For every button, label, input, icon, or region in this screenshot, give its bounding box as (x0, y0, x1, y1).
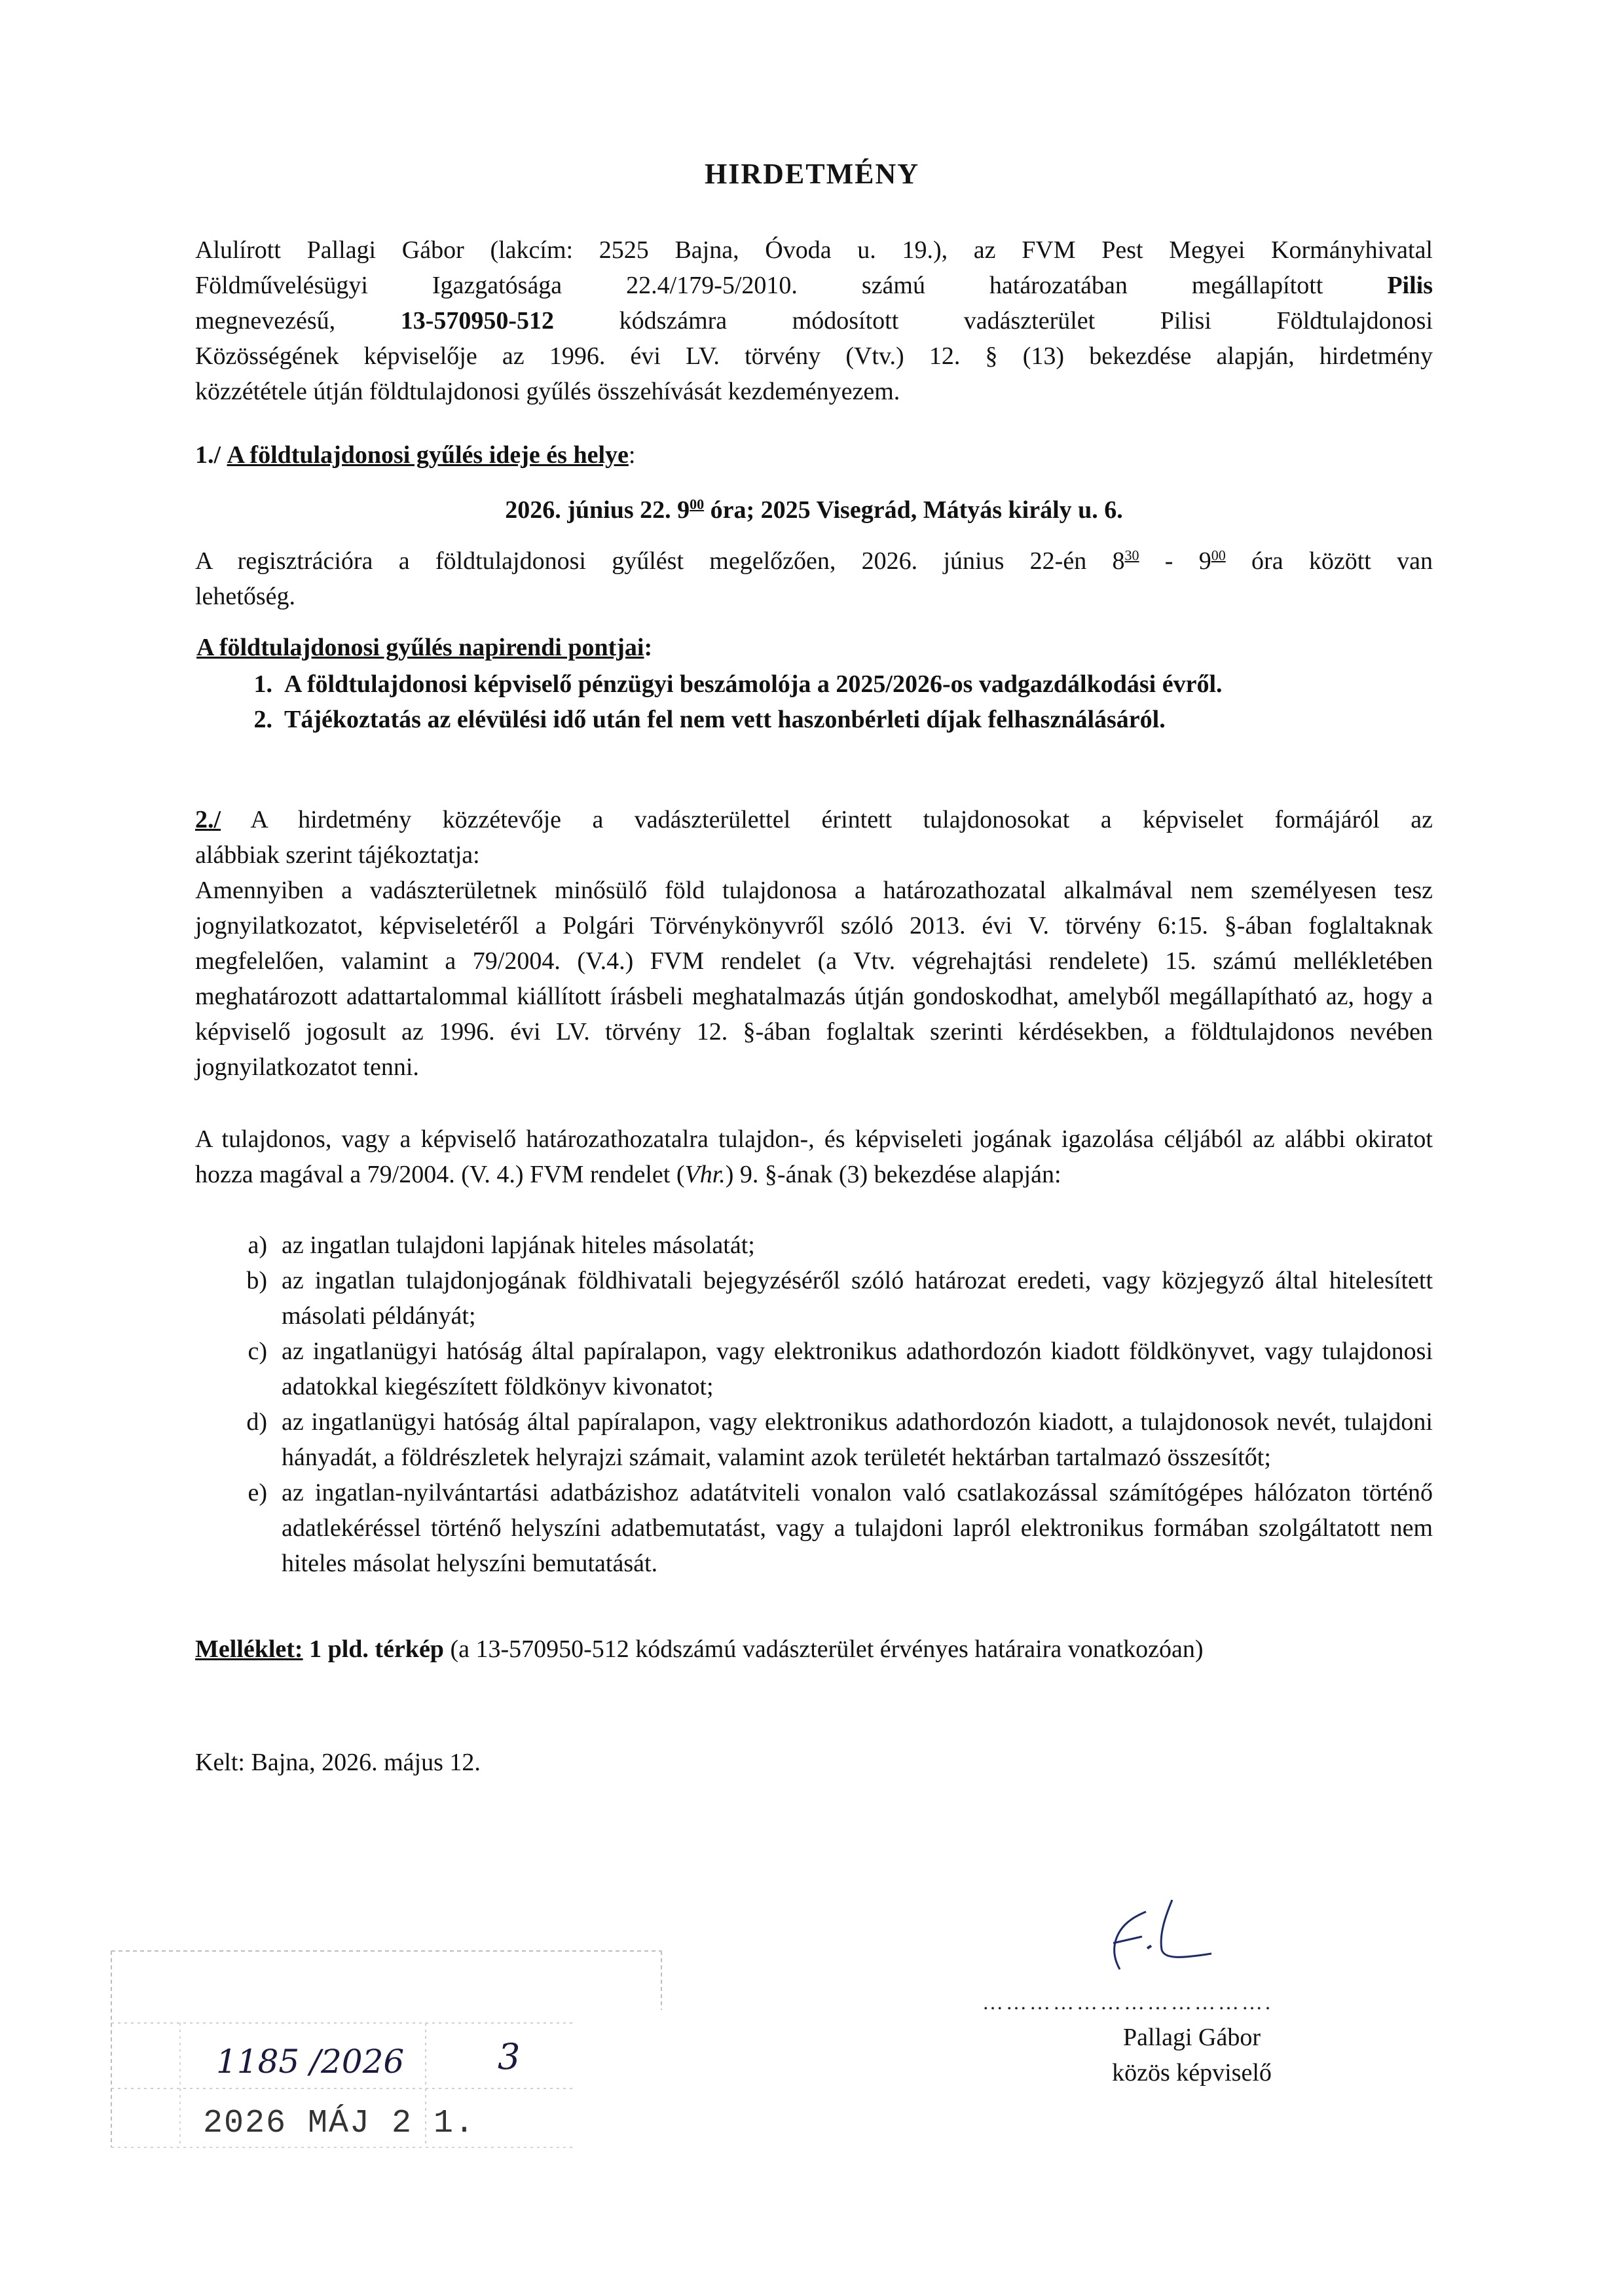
document-item-label: b) (246, 1267, 267, 1294)
agenda-item-number: 2. (253, 706, 272, 733)
intro-paragraph (195, 232, 1433, 409)
intro-line: megnevezésű, 13-570950-512 kódszámra módosított vadászterület Pilisi Földtulajdonosi (195, 307, 1433, 335)
agenda-item (195, 702, 1433, 737)
section2-intro (195, 802, 1433, 873)
document-item-text: az ingatlan tulajdonjogának földhivatali bejegyzéséről szóló határozat eredeti, vagy közjegyző által hitelesített másolati példányát; (282, 1267, 1433, 1330)
agenda-item-number: 1. (253, 670, 272, 698)
meeting-datetime-place: 2026. június 22. $9^{00}$ óra; 2025 Visegrád, Mátyás király u. 6. (505, 496, 1123, 524)
registration-line: lehetőség. (195, 583, 296, 610)
representation-paragraph: Amennyiben a vadászterületnek minősülő föld tulajdonosa a határozathozatal alkalmával nem személyesen tesz jognyilatkozatot, képviseletéről a Polgári Törvénykönyvről szóló 2013. évi V. törvény 6:15. §-ában foglaltaknak megfelelően, valamint a 79/2004. (V.4.) FVM rendelet (a Vtv. végrehajtási rendelete) 15. számú mellékletében meghatározott adattartalommal kiállított írásbeli meghatalmazás útján gondoskodhat, amelyből megállapítható az, hogy a képviselő jogosult az 1996. évi LV. törvény 12. §-ában foglaltak szerinti kérdésekben, a földtulajdonos nevében jognyilatkozatot tenni. (195, 877, 1433, 1081)
dated-line: Kelt: Bajna, 2026. május 12. (195, 1749, 481, 1776)
intro-line: Alulírott Pallagi Gábor (lakcím: 2525 Bajna, Óvoda u. 19.), az FVM Pest Megyei Kormányhivatal (195, 236, 1433, 264)
signature-line: ………………………………. (982, 1990, 1273, 2014)
document-title: HIRDETMÉNY (704, 158, 920, 190)
agenda-list (195, 666, 1433, 737)
stamp-registration-number: 1185 /2026 (216, 2043, 405, 2081)
section2-line: alábbiak szerint tájékoztatja: (195, 841, 480, 869)
document-item (195, 1228, 1433, 1263)
section1-heading: 1./ A földtulajdonosi gyűlés ideje és helye: (195, 441, 636, 469)
registration-line: A regisztrációra a földtulajdonosi gyűlést megelőzően, 2026. június 22-én $8^{30} - 9^{00}$ óra között van (195, 547, 1433, 575)
registration-stamp (105, 1938, 668, 2154)
document-item-text: az ingatlan-nyilvántartási adatbázishoz adatátviteli vonalon való csatlakozással számítógépes hálózaton történő adatlekéréssel történő helyszíni adatbemutatást, vagy a tulajdoni lapról elektronikus formában szolgáltatott nem hiteles másolat helyszíni bemutatását. (282, 1479, 1433, 1577)
registration-info (195, 543, 1433, 614)
signer-name: Pallagi Gábor (1122, 2024, 1261, 2051)
document-item-text: az ingatlanügyi hatóság által papíralapon, vagy elektronikus adathordozón kiadott, a tulajdonosok nevét, tulajdoni hányadát, a földrészletek helyrajzi számait, valamint azok területét hektárban tartalmazó összesítőt; (282, 1408, 1433, 1471)
document-item-text: az ingatlan tulajdoni lapjának hiteles másolatát; (282, 1231, 755, 1259)
signer-role: közös képviselő (1112, 2059, 1272, 2086)
document-item (195, 1334, 1433, 1404)
intro-line: közzététele útján földtulajdonosi gyűlés összehívását kezdeményezem. (195, 378, 900, 405)
intro-line: Közösségének képviselője az 1996. évi LV. törvény (Vtv.) 12. § (13) bekezdése alapján, hirdetmény (195, 342, 1433, 370)
stamp-attachment-count: 3 (498, 2036, 521, 2077)
document-item (195, 1475, 1433, 1581)
attachment-line: Melléklet: 1 pld. térkép (a 13-570950-512 kódszámú vadászterület érvényes határaira vonatkozóan) (195, 1635, 1204, 1663)
agenda-item-text: Tájékoztatás az elévülési idő után fel nem vett haszonbérleti díjak felhasználásáról. (284, 706, 1166, 733)
agenda-item (195, 666, 1433, 702)
agenda-heading: A földtulajdonosi gyűlés napirendi pontjai: (196, 634, 653, 661)
documents-paragraph: A tulajdonos, vagy a képviselő határozathozatalra tulajdon-, és képviseleti jogának igazolása céljából az alábbi okiratot hozza magával a 79/2004. (V. 4.) FVM rendelet (Vhr.) 9. §-ának (3) bekezdése alapján: (195, 1125, 1433, 1188)
agenda-item-text: A földtulajdonosi képviselő pénzügyi beszámolója a 2025/2026-os vadgazdálkodási évről. (284, 670, 1223, 698)
document-item (195, 1263, 1433, 1334)
handwritten-signature (1074, 1886, 1231, 1977)
document-item (195, 1404, 1433, 1475)
stamp-received-date: 2026 MÁJ 2 1. (203, 2105, 476, 2142)
section2-line: 2./ A hirdetmény közzétevője a vadászterülettel érintett tulajdonosokat a képviselet formájáról az (195, 806, 1433, 833)
document-item-label: e) (248, 1479, 267, 1506)
document-item-label: a) (248, 1231, 267, 1259)
document-item-label: d) (246, 1408, 267, 1436)
document-item-text: az ingatlanügyi hatóság által papíralapon, vagy elektronikus adathordozón kiadott földkönyvet, vagy tulajdonosi adatokkal kiegészített földkönyv kivonatot; (282, 1338, 1433, 1400)
intro-line: Földművelésügyi Igazgatósága 22.4/179-5/2010. számú határozatában megállapított Pilis (195, 272, 1433, 299)
documents-list (195, 1228, 1433, 1581)
document-item-label: c) (248, 1338, 267, 1365)
